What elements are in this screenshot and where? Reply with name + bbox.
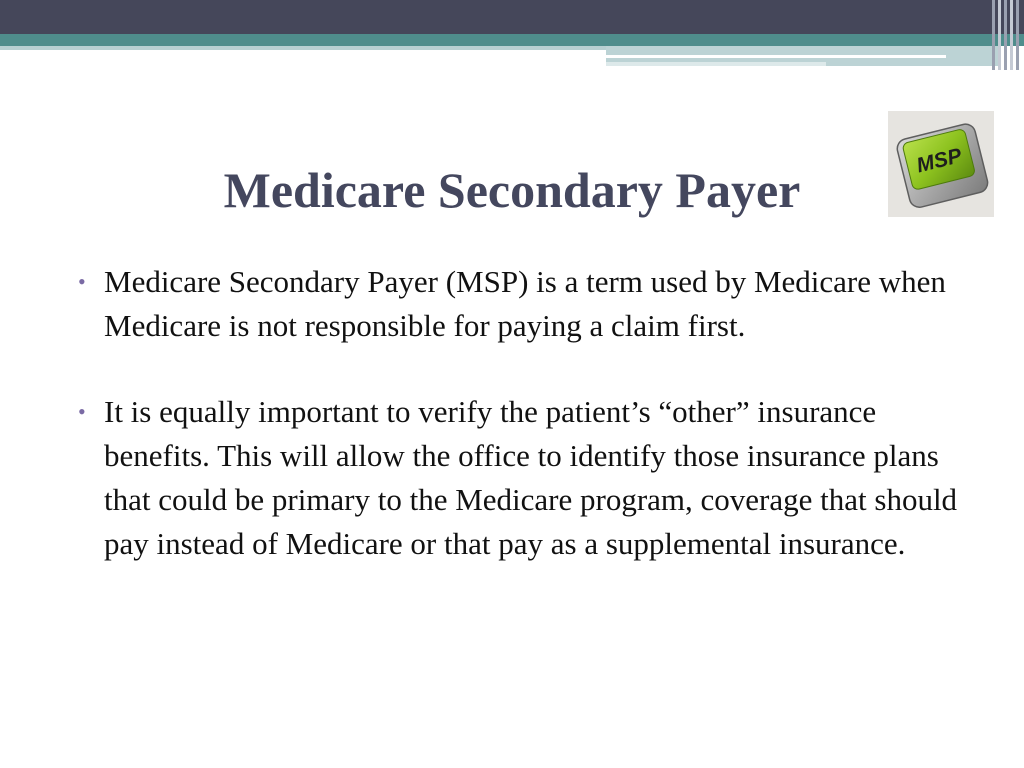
msp-key-icon [888, 111, 994, 217]
header-band-light [0, 46, 606, 50]
header-band-line [606, 62, 826, 66]
bullet-text: Medicare Secondary Payer (MSP) is a term used by Medicare when Medicare is not responsible for paying a claim first. [104, 264, 946, 343]
bullet-dot-icon: • [78, 399, 86, 424]
slide-title: Medicare Secondary Payer [223, 162, 801, 218]
bullet-item [78, 390, 958, 566]
header-band-teal [0, 34, 1024, 46]
header-band [0, 0, 1024, 70]
msp-badge-label: MSP [914, 144, 965, 178]
bullet-dot-icon: • [78, 269, 86, 294]
bullet-list [78, 260, 958, 566]
header-band-line [606, 55, 946, 58]
header-stripes [990, 0, 1024, 70]
bullet-item [78, 260, 958, 348]
header-band-dark [0, 0, 1024, 34]
bullet-text: It is equally important to verify the patient’s “other” insurance benefits. This will allow the office to identify those insurance plans that could be primary to the Medicare program, coverage that should pay instead of Medicare or that pay as a supplemental insurance. [104, 394, 958, 561]
